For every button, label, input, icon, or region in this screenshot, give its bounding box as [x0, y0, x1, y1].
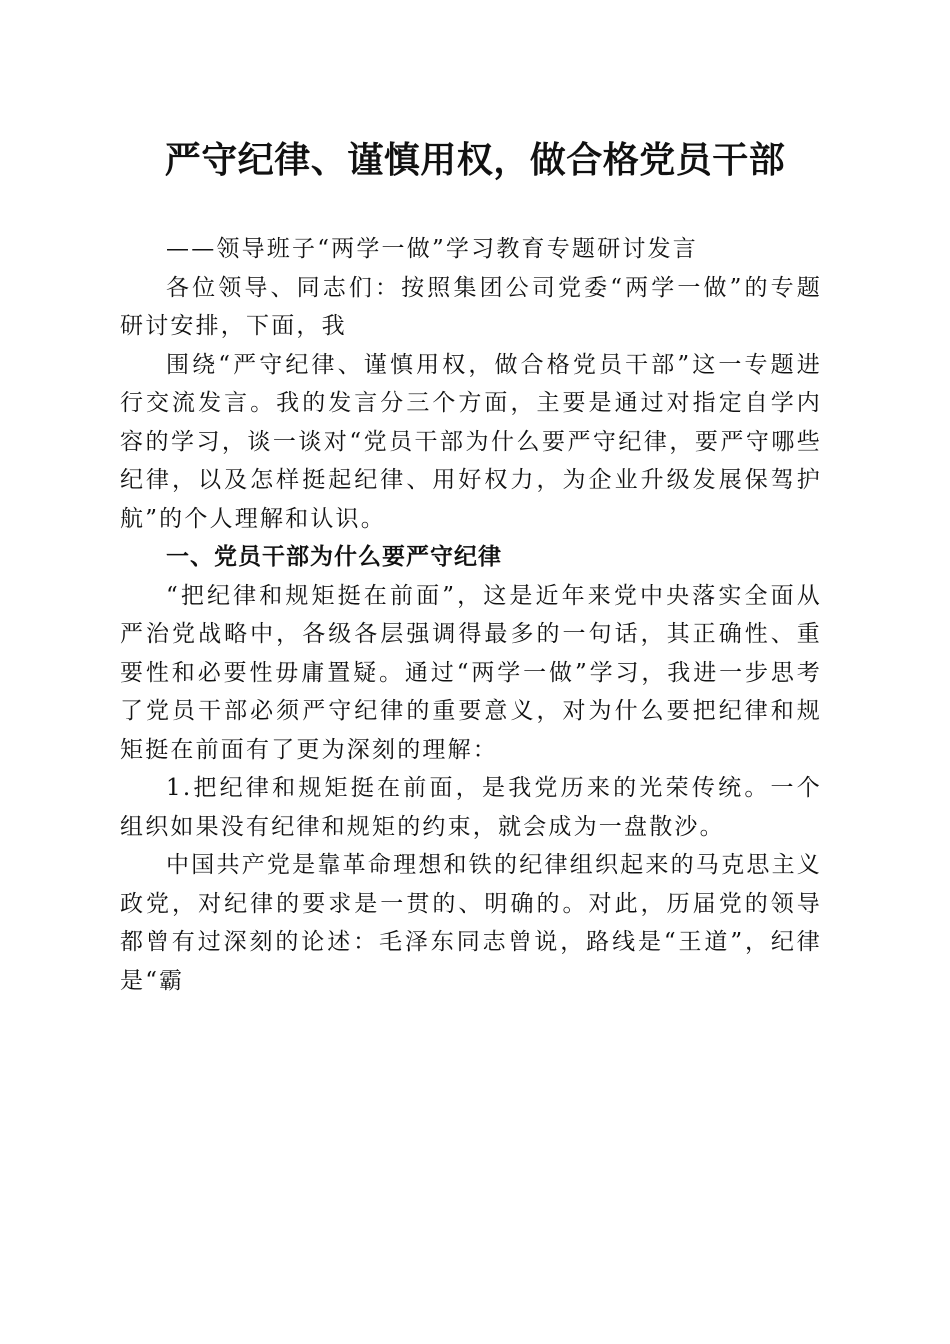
section1-paragraph-3: 中国共产党是靠革命理想和铁的纪律组织起来的马克思主义政党，对纪律的要求是一贯的、明确的。对此，历届党的领导都曾有过深刻的论述：毛泽东同志曾说，路线是“王道”，纪律是“霸: [120, 852, 822, 994]
section-heading-1: 一、党员干部为什么要严守纪律: [166, 544, 502, 570]
document-title: 严守纪律、谨慎用权，做合格党员干部: [164, 139, 786, 181]
intro-paragraph-1: 各位领导、同志们：按照集团公司党委“两学一做”的专题研讨安排，下面，我: [120, 274, 822, 339]
document-body: [120, 230, 822, 1000]
intro-paragraph-2: 围绕“严守纪律、谨慎用权，做合格党员干部”这一专题进行交流发言。我的发言分三个方面，主要是通过对指定自学内容的学习，谈一谈对“党员干部为什么要严守纪律，要严守哪些纪律，以及怎样挺起纪律、用好权力，为企业升级发展保驾护航”的个人理解和认识。: [120, 351, 822, 532]
section1-paragraph-1: “把纪律和规矩挺在前面”，这是近年来党中央落实全面从严治党战略中，各级各层强调得最多的一句话，其正确性、重要性和必要性毋庸置疑。通过“两学一做”学习，我进一步思考了党员干部必须严守纪律的重要意义，对为什么要把纪律和规矩挺在前面有了更为深刻的理解：: [120, 582, 822, 763]
section1-paragraph-2: 1.把纪律和规矩挺在前面，是我党历来的光荣传统。一个组织如果没有纪律和规矩的约束，就会成为一盘散沙。: [120, 775, 822, 840]
document-subtitle: ——领导班子“两学一做”学习教育专题研讨发言: [166, 236, 698, 262]
